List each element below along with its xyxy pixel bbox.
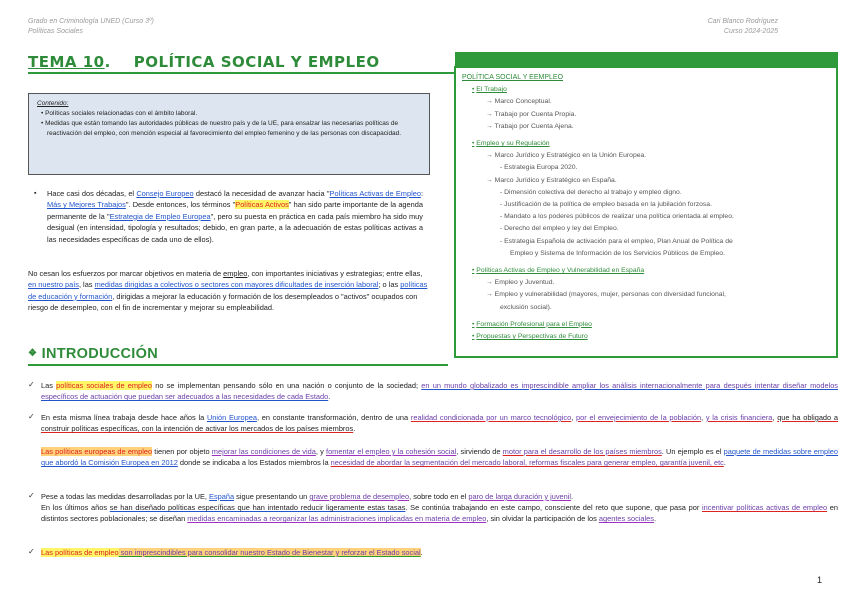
check-icon: ✓ <box>28 412 35 421</box>
link-mas-mejores[interactable]: Más y Mejores Trabajos <box>47 200 126 210</box>
intro-paragraph-1: Hace casi dos décadas, el Consejo Europeo destacó la necesidad de avanzar hacia "Políticas Activas de Empleo: Más y Mejores Trabajos". Desde entonces, los términos "Políticas Activos" han sido parte importante de la agenda permanente de la "Estrategia de Empleo Europea", pero su puesta en práctica en cada país miembro ha sido muy desigual (en intensidad, tipología y resultados; debido, en gran parte, a la adecuación de estas políticas activas a las necesidades específicas de cada uno de ellos). <box>47 189 423 244</box>
contents-item: • Medidas que están tomando las autoridades públicas de nuestro país y de la UE, para ensalzar las necesarias políticas de reactivación del empleo, con mención especial al favorecimiento del empleo femenino y de las personas con discapacidad. <box>41 120 402 137</box>
outline-subitem: - Dimensión colectiva del derecho al trabajo y empleo digno. <box>500 188 682 196</box>
bullet-icon: ▪ <box>34 190 37 197</box>
diamond-icon: ❖ <box>28 348 38 359</box>
outline-section: • Empleo y su Regulación <box>472 140 550 148</box>
section-title: INTRODUCCIÓN <box>41 346 158 362</box>
link-politicas-activas[interactable]: Políticas Activas de Empleo <box>329 189 421 198</box>
check-icon: ✓ <box>28 547 35 556</box>
outline-item: → Trabajo por Cuenta Ajena. <box>486 122 574 130</box>
outline-subitem: Empleo y Sistema de Información de los Servicios Públicos de Empleo. <box>510 249 725 257</box>
link-educacion-formacion[interactable]: políticas de educación y formación <box>28 280 428 301</box>
page-number: 1 <box>816 575 822 585</box>
author-name: Cari Blanco Rodríguez <box>707 18 778 25</box>
outline-item: exclusión social). <box>500 303 552 311</box>
outline-item: → Empleo y Juventud. <box>486 279 555 287</box>
outline-subitem: - Estrategia Europa 2020. <box>500 164 578 172</box>
outline-box <box>454 66 838 358</box>
link-union-europea[interactable]: Unión Europea <box>206 413 257 422</box>
contents-item: • Políticas sociales relacionadas con el ámbito laboral. <box>41 110 198 117</box>
contents-heading: Contenido: <box>37 100 69 107</box>
section-heading <box>28 346 448 366</box>
check-icon: ✓ <box>28 380 35 389</box>
check-icon: ✓ <box>28 491 35 500</box>
outline-item: → Empleo y vulnerabilidad (mayores, mujer, personas con diversidad funcional, <box>486 291 726 299</box>
outline-item: → Marco Jurídico y Estratégico en la Unión Europea. <box>486 152 647 160</box>
outline-section: • Políticas Activas de Empleo y Vulnerabilidad en España <box>472 267 645 275</box>
subject-name: Políticas Sociales <box>28 28 83 35</box>
outline-section: • Propuestas y Perspectivas de Futuro <box>472 333 588 341</box>
outline-item: → Trabajo por Cuenta Propia. <box>486 110 577 118</box>
outline-title: POLÍTICA SOCIAL Y EEMPLEO <box>462 74 564 81</box>
outline-subitem: - Estrategia Española de activación para el empleo, Plan Anual de Política de <box>500 237 733 245</box>
outline-subitem: - Derecho del empleo y ley del Empleo. <box>500 225 619 233</box>
bullet-paragraph-2: En esta misma línea trabaja desde hace años la Unión Europea, en constante transformación, dentro de una realidad condicionada por un marco tecnológico, por el envejecimiento de la población, y la crisis financiera, que ha obligado a construir políticas específicas, con la intención de activar los mercados de los países miembros. <box>41 413 839 434</box>
link-estrategia-empleo[interactable]: Estrategia de Empleo Europea <box>109 211 211 221</box>
bullet-paragraph-4: Las políticas de empleo son imprescindibles para consolidar nuestro Estado de Bienestar y reforzar el Estado social. <box>41 548 423 557</box>
outline-subitem: - Mandato a los poderes públicos de realizar una política orientada al empleo. <box>500 213 734 221</box>
page-title: TEMA 10. POLÍTICA SOCIAL Y EMPLEO <box>28 53 380 71</box>
outline-section: • Formación Profesional para el Empleo <box>472 320 592 328</box>
link-medidas-colectivos[interactable]: medidas dirigidas a colectivos o sectores con mayores dificultades de inserción laboral <box>94 280 379 290</box>
contents-box <box>28 93 430 175</box>
header-left <box>28 17 154 37</box>
course-name: Grado en Criminología UNED (Curso 3º) <box>28 18 154 25</box>
outline-item: → Marco Conceptual. <box>486 98 552 106</box>
topic-number: TEMA 10 <box>28 53 105 71</box>
bullet-paragraph-1: Las políticas sociales de empleo no se implementan pensando sólo en una nación o conjunto de la sociedad; en un mundo globalizado es imprescindible ampliar los análisis internacionalmente para después intentar diseñar modelos específicos de actuación que puedan ser adecuados a las necesidades de cada Estado. <box>41 381 839 402</box>
link-nuestro-pais[interactable]: en nuestro país <box>28 280 79 290</box>
outline-section: • El Trabajo <box>472 86 507 94</box>
outline-item: → Marco Jurídico y Estratégico en España. <box>486 176 617 184</box>
link-espana[interactable]: España <box>209 492 235 501</box>
course-year: Curso 2024-2025 <box>723 28 778 35</box>
bullet-paragraph-2b: Las políticas europeas de empleo tienen por objeto mejorar las condiciones de vida, y fomentar el empleo y la cohesión social, sirviendo de motor para el desarrollo de los países miembros. Un ejemplo es el paquete de medidas sobre empleo que abordó la Comisión Europea en 2012 donde se indicaba a los Estados miembros la necesidad de abordar la segmentación del mercado laboral, reformas fiscales para generar empleo, garantía juvenil, etc. <box>41 447 839 468</box>
bullet-paragraph-3: Pese a todas las medidas desarrolladas por la UE, España sigue presentando un grave problema de desempleo, sobre todo en el paro de larga duración y juvenil. En los últimos años se han diseñado políticas específicas que han intentado reducir ligeramente estas tasas. Se continúa trabajando en este campo, consciente del reto que supone, que pasa por incentivar políticas activas de empleo en distintos sectores poblacionales; se diseñan medidas encaminadas a reorganizar las administraciones implicadas en materia de empleo, sin olvidar la participación de los agentes sociales. <box>41 492 838 524</box>
topic-title: POLÍTICA SOCIAL Y EMPLEO <box>133 53 380 71</box>
intro-paragraph-2: No cesan los esfuerzos por marcar objetivos en materia de empleo, con importantes iniciativas y estrategias; entre ellas, en nuestro país, las medidas dirigidas a colectivos o sectores con mayores dificultades de inserción laboral; o las políticas de educación y formación, dirigidas a mejorar la educación y formación de los desempleados o "activos" ocupados con riesgo de desempleo, con el fin de incrementar y mejorar su empleabilidad. <box>28 269 428 313</box>
link-consejo-europeo[interactable]: Consejo Europeo <box>136 189 194 198</box>
highlight-politicas-activos: Políticas Activos <box>235 200 289 210</box>
header-right <box>708 17 778 37</box>
outline-subitem: - Justificación de la política de empleo basada en la jubilación forzosa. <box>500 201 712 209</box>
